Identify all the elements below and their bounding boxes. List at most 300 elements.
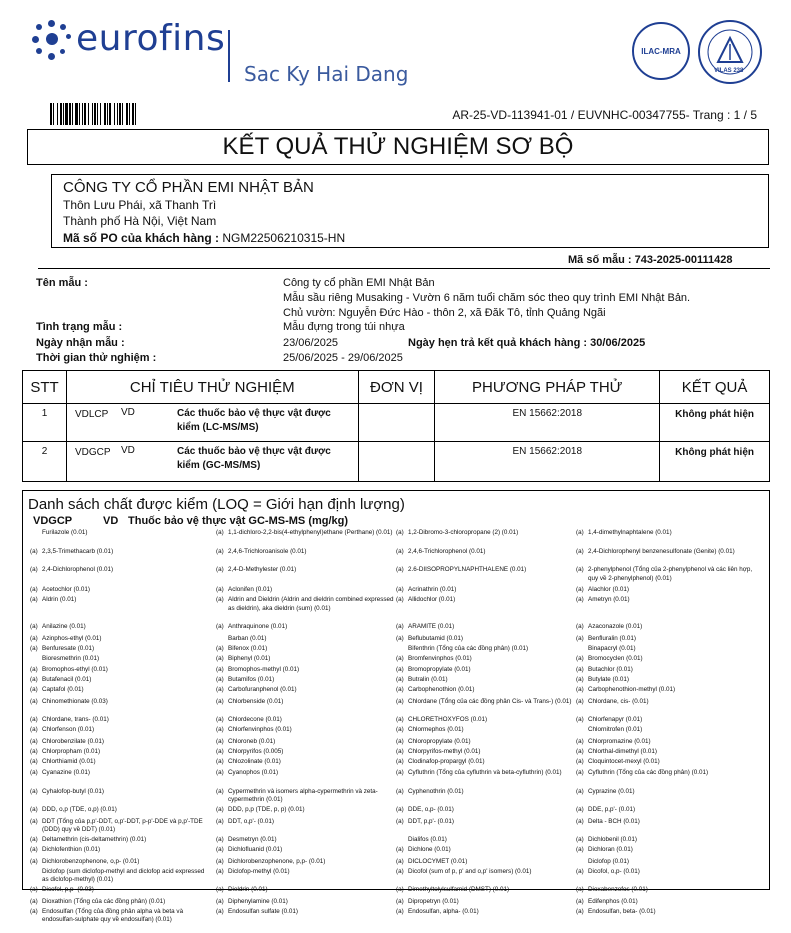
accreditation-mark: (a) — [576, 769, 584, 778]
accreditation-mark: (a) — [30, 836, 38, 845]
accreditation-mark: (a) — [396, 596, 404, 605]
compound-row — [30, 758, 770, 767]
compound-name: 2,3,5-Trimethacarb (0.01) — [42, 548, 210, 557]
accreditation-mark: (a) — [30, 586, 38, 595]
accreditation-mark: (a) — [216, 726, 224, 735]
compound-name: Chloroneb (0.01) — [228, 738, 396, 747]
compound-row — [30, 635, 770, 644]
accreditation-mark: (a) — [396, 676, 404, 685]
accreditation-mark: (a) — [216, 908, 224, 917]
compound-name: DDT, p,p'- (0.01) — [408, 818, 576, 827]
accreditation-mark: (a) — [576, 788, 584, 797]
compound-name: Allidochlor (0.01) — [408, 596, 576, 605]
compound-name: Clodinafop-propargyl (0.01) — [408, 758, 576, 767]
compound-name: 1,1-dichloro-2,2-bis(4-ethylphenyl)ethane (Perthane) (0.01) — [228, 529, 396, 538]
compound-name: 2,4,6-Trichloroanisole (0.01) — [228, 548, 396, 557]
compound-name: 2,4-Dichlorophenyl benzenesulfonate (Genite) (0.01) — [588, 548, 756, 557]
table-header-row — [23, 371, 770, 404]
compound-name: Bifenox (0.01) — [228, 645, 396, 654]
compound-name: Butachlor (0.01) — [588, 666, 756, 675]
accreditation-mark: (a) — [30, 748, 38, 757]
row-code: VDLCP — [75, 409, 108, 420]
accreditation-mark: (a) — [216, 645, 224, 654]
compound-name: Cyfluthrin (Tổng của các đồng phân) (0.01) — [588, 769, 756, 778]
accreditation-mark: (a) — [216, 748, 224, 757]
accreditation-mark: (a) — [396, 655, 404, 664]
accreditation-mark: (a) — [216, 806, 224, 815]
compound-name: DDT (Tổng của p,p'-DDT, o,p'-DDT, p-p'-DDE và p,p'-TDE (DDD) quy về DDT) (0.01) — [42, 818, 210, 835]
compound-name: Delta - BCH (0.01) — [588, 818, 756, 827]
accreditation-mark: (a) — [30, 818, 38, 827]
accreditation-mark: (a) — [396, 666, 404, 675]
sample-condition: Mẫu đựng trong túi nhựa — [283, 321, 405, 333]
compound-name: Dichlofenthion (0.01) — [42, 846, 210, 855]
compound-name: Diphenylamine (0.01) — [228, 898, 396, 907]
accreditation-mark: (a) — [396, 868, 404, 877]
compound-name: Chlordane, cis- (0.01) — [588, 698, 756, 707]
ilac-mra-label: ILAC-MRA — [641, 47, 681, 56]
compound-name: Chlorobenzilate (0.01) — [42, 738, 210, 747]
compound-name: Azinphos-ethyl (0.01) — [42, 635, 210, 644]
accreditation-mark: (a) — [30, 858, 38, 867]
accreditation-mark: (a) — [216, 596, 224, 605]
compound-name: Chlorpropham (0.01) — [42, 748, 210, 757]
compound-name: DICLOCYMET (0.01) — [408, 858, 576, 867]
compound-row — [30, 716, 770, 725]
row-method: EN 15662:2018 — [435, 442, 660, 482]
accreditation-mark: (a) — [30, 769, 38, 778]
compound-name: Endosulfan, alpha- (0.01) — [408, 908, 576, 917]
sample-name-2: Mẫu sầu riêng Musaking - Vườn 6 năm tuổi chăm sóc theo quy trình EMI Nhật Bản. — [283, 292, 690, 304]
accreditation-mark: (a) — [396, 623, 404, 632]
compound-name: Cyhalofop-butyl (0.01) — [42, 788, 210, 797]
client-address-1: Thôn Lưu Phái, xã Thanh Trì — [63, 198, 216, 212]
compound-name: Cypermethrin và isomers alpha-cypermethrin và zeta-cypermethrin (0.01) — [228, 788, 396, 805]
accreditation-mark: (a) — [30, 698, 38, 707]
accreditation-mark: (a) — [216, 716, 224, 725]
accreditation-mark: (a) — [576, 738, 584, 747]
compound-name: 1,4-dimethylnaphtalene (0.01) — [588, 529, 756, 538]
accreditation-mark: (a) — [576, 698, 584, 707]
compound-row — [30, 698, 770, 715]
compound-name: DDD, p,p (TDE, p, p) (0.01) — [228, 806, 396, 815]
brand-name: eurofins — [76, 18, 225, 59]
accreditation-mark: (a) — [216, 529, 224, 538]
compound-row — [30, 748, 770, 757]
accreditation-mark: (a) — [396, 898, 404, 907]
accreditation-mark: (a) — [396, 769, 404, 778]
row-description: Các thuốc bảo vệ thực vật được kiểm (GC-MS/MS) — [177, 445, 347, 473]
vilas-code: VILAS 238 — [714, 68, 743, 74]
ilac-mra-seal — [632, 22, 690, 80]
compound-row — [30, 623, 770, 632]
row-unit — [358, 442, 435, 482]
client-address-2: Thành phố Hà Nội, Việt Nam — [63, 214, 216, 228]
compound-name: Butafenacil (0.01) — [42, 676, 210, 685]
compound-name: Chlorthiamid (0.01) — [42, 758, 210, 767]
accreditation-mark: (a) — [396, 586, 404, 595]
compound-row — [30, 818, 770, 835]
col-stt: STT — [23, 371, 67, 404]
accreditation-mark: (a) — [396, 788, 404, 797]
compound-name: Dichlorobenzophenone, o,p- (0.01) — [42, 858, 210, 867]
client-box — [51, 174, 769, 248]
accreditation-mark: (a) — [576, 898, 584, 907]
compound-name: Chlordane (Tổng của các đồng phân Cis- và Trans-) (0.01) — [408, 698, 576, 707]
compound-name: 2,4-Dichlorophenol (0.01) — [42, 566, 210, 575]
compound-name: Diclofop (sum diclofop-methyl and diclofop acid expressed as diclofop-methyl) (0.01) — [42, 868, 210, 885]
compound-row — [30, 726, 770, 735]
accreditation-mark: (a) — [576, 886, 584, 895]
compound-name: Barban (0.01) — [228, 635, 396, 644]
accreditation-mark: (a) — [396, 806, 404, 815]
accreditation-mark: (a) — [396, 529, 404, 538]
compound-name: Benfluralin (0.01) — [588, 635, 756, 644]
accreditation-mark: (a) — [30, 548, 38, 557]
compound-name: Chlorbenside (0.01) — [228, 698, 396, 707]
compound-name: Cyanazine (0.01) — [42, 769, 210, 778]
sample-code-rule — [38, 268, 770, 269]
sample-name-3: Chủ vườn: Nguyễn Đức Hào - thôn 2, xã Đăk Tô, tỉnh Quảng Ngãi — [283, 307, 606, 319]
po-number: NGM22506210315-HN — [222, 231, 345, 245]
compound-name: Butylate (0.01) — [588, 676, 756, 685]
accreditation-mark: (a) — [396, 748, 404, 757]
compound-name: Desmetryn (0.01) — [228, 836, 396, 845]
compound-name: Aclonifen (0.01) — [228, 586, 396, 595]
compound-row — [30, 596, 770, 622]
compound-name: Bromocyclen (0.01) — [588, 655, 756, 664]
compound-name: Butamifos (0.01) — [228, 676, 396, 685]
col-parameter: CHỈ TIÊU THỬ NGHIỆM — [66, 371, 358, 404]
compound-row — [30, 898, 770, 907]
compound-row — [30, 529, 770, 546]
compound-row — [30, 686, 770, 695]
accreditation-mark: (a) — [396, 818, 404, 827]
compound-row — [30, 676, 770, 685]
compound-name: Bioresmethrin (0.01) — [42, 655, 210, 664]
compound-name: 2,4-D-Methylester (0.01) — [228, 566, 396, 575]
compound-name: Butralin (0.01) — [408, 676, 576, 685]
compound-name: Chlordecone (0.01) — [228, 716, 396, 725]
accreditation-mark: (a) — [576, 635, 584, 644]
compound-name: ARAMITE (0.01) — [408, 623, 576, 632]
compound-name: Cyprazine (0.01) — [588, 788, 756, 797]
compound-name: Acetochlor (0.01) — [42, 586, 210, 595]
compound-row — [30, 908, 770, 933]
compound-name: Chlordane, trans- (0.01) — [42, 716, 210, 725]
test-period: 25/06/2025 - 29/06/2025 — [283, 352, 403, 364]
compound-name: Bromopropylate (0.01) — [408, 666, 576, 675]
compound-name: Dioxabenzofos (0.01) — [588, 886, 756, 895]
row-description: Các thuốc bảo vệ thực vật được kiểm (LC-MS/MS) — [177, 407, 347, 435]
compound-name: Carbophenothion (0.01) — [408, 686, 576, 695]
compound-name: Chinomethionate (0.03) — [42, 698, 210, 707]
compound-name: 2.6-DIISOPROPYLNAPHTHALENE (0.01) — [408, 566, 576, 575]
accreditation-mark: (a) — [216, 846, 224, 855]
sample-code: Mã số mẫu : 743-2025-00111428 — [568, 254, 733, 266]
accreditation-mark: (a) — [216, 788, 224, 797]
compound-name: Dicofol, p,p- (0.03) — [42, 886, 210, 895]
accreditation-mark: (a) — [396, 886, 404, 895]
compound-name: Chlormephos (0.01) — [408, 726, 576, 735]
compound-name: DDE, o,p- (0.01) — [408, 806, 576, 815]
row-vd: VD — [121, 407, 135, 418]
compound-name: Dialifos (0.01) — [408, 836, 576, 845]
accreditation-mark: (a) — [216, 698, 224, 707]
compound-name: Chlorfenvinphos (0.01) — [228, 726, 396, 735]
compound-name: Dichlorobenzophenone, p,p- (0.01) — [228, 858, 396, 867]
row-stt: 2 — [23, 442, 67, 482]
compound-name: Bromophos-ethyl (0.01) — [42, 666, 210, 675]
compound-name: Edifenphos (0.01) — [588, 898, 756, 907]
compound-row — [30, 655, 770, 664]
vilas-seal — [698, 20, 762, 84]
table-row — [23, 442, 770, 482]
accreditation-mark: (a) — [576, 686, 584, 695]
accreditation-mark: (a) — [30, 645, 38, 654]
compound-row — [30, 645, 770, 654]
accreditation-mark: (a) — [576, 566, 584, 575]
compound-name: 2,4,6-Trichlorophenol (0.01) — [408, 548, 576, 557]
accreditation-mark: (a) — [576, 846, 584, 855]
compound-name: Dichlofluanid (0.01) — [228, 846, 396, 855]
compound-name: Endosulfan, beta- (0.01) — [588, 908, 756, 917]
accreditation-mark: (a) — [576, 758, 584, 767]
accreditation-mark: (a) — [30, 908, 38, 917]
accreditation-mark: (a) — [396, 846, 404, 855]
compound-name: DDE, p,p'- (0.01) — [588, 806, 756, 815]
accreditation-mark: (a) — [396, 726, 404, 735]
compound-name: Bromophos-methyl (0.01) — [228, 666, 396, 675]
accreditation-mark: (a) — [576, 655, 584, 664]
compound-row — [30, 586, 770, 595]
accreditation-mark: (a) — [216, 623, 224, 632]
sample-name-1: Công ty cổ phần EMI Nhật Bản — [283, 277, 435, 289]
compound-row — [30, 769, 770, 786]
compound-name: Dicofol (sum of p, p' and o,p' isomers) (0.01) — [408, 868, 576, 877]
compound-row — [30, 548, 770, 565]
compound-name: Chlorfenapyr (0.01) — [588, 716, 756, 725]
accreditation-mark: (a) — [216, 666, 224, 675]
accreditation-mark: (a) — [216, 769, 224, 778]
compound-name: Anilazine (0.01) — [42, 623, 210, 632]
compound-row — [30, 886, 770, 895]
compound-name: Dimethyltolylsulfamid (DMST) (0.01) — [408, 886, 576, 895]
compound-name: Anthraquinone (0.01) — [228, 623, 396, 632]
compound-name: Chlorfenson (0.01) — [42, 726, 210, 735]
compound-name: Aldrin (0.01) — [42, 596, 210, 605]
accreditation-mark: (a) — [576, 716, 584, 725]
compound-row — [30, 788, 770, 805]
accreditation-mark: (a) — [216, 566, 224, 575]
table-row — [23, 404, 770, 442]
test-period-label: Thời gian thử nghiệm : — [36, 352, 156, 364]
barcode-bar — [136, 103, 139, 125]
compound-name: Aldrin and Dieldrin (Aldrin and dieldrin combined expressed as dieldrin), aka dieldrin (sum) (0.01) — [228, 596, 396, 613]
report-title: KẾT QUẢ THỬ NGHIỆM SƠ BỘ — [27, 129, 769, 165]
accreditation-mark: (a) — [576, 586, 584, 595]
compound-name: Carbophenothion-methyl (0.01) — [588, 686, 756, 695]
compound-row — [30, 868, 770, 885]
compound-name: Diclofop (0.01) — [588, 858, 756, 867]
accreditation-mark: (a) — [396, 548, 404, 557]
accreditation-mark: (a) — [30, 806, 38, 815]
compound-row — [30, 846, 770, 855]
received-date-label: Ngày nhận mẫu : — [36, 337, 125, 349]
compound-name: Dipropetryn (0.01) — [408, 898, 576, 907]
accreditation-mark: (a) — [30, 788, 38, 797]
compound-name: 2-phenylphenol (Tổng của 2-phenylphenol và các liên hợp, quy về 2-phenylphenol) (0.01) — [588, 566, 756, 583]
compound-name: Endosulfan sulfate (0.01) — [228, 908, 396, 917]
compound-name: Chlorthal-dimethyl (0.01) — [588, 748, 756, 757]
compound-name: Alachlor (0.01) — [588, 586, 756, 595]
compound-name: Benfuresate (0.01) — [42, 645, 210, 654]
accreditation-mark: (a) — [576, 868, 584, 877]
accreditation-mark: (a) — [30, 716, 38, 725]
accreditation-mark: (a) — [576, 623, 584, 632]
row-stt: 1 — [23, 404, 67, 442]
accreditation-mark: (a) — [30, 666, 38, 675]
received-date: 23/06/2025 — [283, 337, 338, 349]
list-vd: VD — [103, 515, 118, 527]
col-method: PHƯƠNG PHÁP THỬ — [435, 371, 660, 404]
accreditation-mark: (a) — [576, 676, 584, 685]
accreditation-mark: (a) — [216, 686, 224, 695]
accreditation-mark: (a) — [396, 758, 404, 767]
accreditation-mark: (a) — [216, 818, 224, 827]
col-result: KẾT QUẢ — [660, 371, 770, 404]
accreditation-mark: (a) — [30, 686, 38, 695]
accreditation-mark: (a) — [396, 635, 404, 644]
row-result: Không phát hiện — [660, 404, 770, 442]
row-result: Không phát hiện — [660, 442, 770, 482]
accreditation-mark: (a) — [216, 858, 224, 867]
compound-name: Binapacryl (0.01) — [588, 645, 756, 654]
accreditation-mark: (a) — [216, 586, 224, 595]
compound-name: Carbofuranphenol (0.01) — [228, 686, 396, 695]
row-unit — [358, 404, 435, 442]
compound-name: Bromfenvinphos (0.01) — [408, 655, 576, 664]
eurofins-logo — [30, 18, 74, 62]
compound-name: Acrinathrin (0.01) — [408, 586, 576, 595]
compound-grid — [30, 529, 770, 879]
compound-name: Diclofop-methyl (0.01) — [228, 868, 396, 877]
compound-name: Chlorpyrifos (0.005) — [228, 748, 396, 757]
compound-row — [30, 858, 770, 867]
accreditation-mark: (a) — [576, 748, 584, 757]
compound-row — [30, 566, 770, 583]
compound-name: Ametryn (0.01) — [588, 596, 756, 605]
accreditation-mark: (a) — [30, 635, 38, 644]
compound-name: Dioxathion (Tổng của các đồng phân) (0.01) — [42, 898, 210, 907]
accreditation-mark: (a) — [30, 676, 38, 685]
accreditation-mark: (a) — [30, 738, 38, 747]
accreditation-mark: (a) — [396, 716, 404, 725]
accreditation-mark: (a) — [396, 738, 404, 747]
compound-name: Dichlone (0.01) — [408, 846, 576, 855]
compound-name: Biphenyl (0.01) — [228, 655, 396, 664]
accreditation-mark: (a) — [216, 676, 224, 685]
compound-row — [30, 806, 770, 815]
accreditation-mark: (a) — [30, 623, 38, 632]
results-table — [22, 370, 770, 482]
barcode — [50, 103, 212, 125]
row-method: EN 15662:2018 — [435, 404, 660, 442]
compound-name: Beflubutamid (0.01) — [408, 635, 576, 644]
accreditation-mark: (a) — [576, 818, 584, 827]
client-name: CÔNG TY CỔ PHẦN EMI NHẬT BẢN — [63, 179, 314, 196]
compound-name: Endosulfan (Tổng của đồng phân alpha và beta và endosulfan-sulphate quy về endosulfan) (0.01) — [42, 908, 210, 925]
accreditation-mark: (a) — [576, 806, 584, 815]
row-code: VDGCP — [75, 447, 111, 458]
due-date: Ngày hẹn trả kết quả khách hàng : 30/06/2025 — [408, 337, 645, 349]
compound-name: Chlozolinate (0.01) — [228, 758, 396, 767]
document-reference: AR-25-VD-113941-01 / EUVNHC-00347755- Trang : 1 / 5 — [452, 108, 757, 122]
compound-name: Chlornitrofen (0.01) — [588, 726, 756, 735]
accreditation-mark: (a) — [216, 738, 224, 747]
row-vd: VD — [121, 445, 135, 456]
compound-list-title: Danh sách chất được kiểm (LOQ = Giới hạn định lượng) — [28, 496, 405, 513]
compound-row — [30, 738, 770, 747]
po-label: Mã số PO của khách hàng : — [63, 231, 219, 245]
compound-name: Cyfluthrin (Tổng của cyfluthrin và beta-cyfluthrin) (0.01) — [408, 769, 576, 778]
sample-condition-label: Tình trạng mẫu : — [36, 321, 122, 333]
accreditation-mark: (a) — [30, 758, 38, 767]
compound-row — [30, 836, 770, 845]
list-subtitle: Thuốc bảo vệ thực vật GC-MS-MS (mg/kg) — [128, 515, 348, 527]
accreditation-mark: (a) — [396, 858, 404, 867]
accreditation-mark: (a) — [216, 898, 224, 907]
compound-name: DDT, o,p'- (0.01) — [228, 818, 396, 827]
accreditation-mark: (a) — [576, 836, 584, 845]
accreditation-mark: (a) — [30, 886, 38, 895]
accreditation-mark: (a) — [30, 596, 38, 605]
accreditation-mark: (a) — [216, 758, 224, 767]
lab-name: Sac Ky Hai Dang — [244, 62, 408, 86]
compound-name: Chlorpromazine (0.01) — [588, 738, 756, 747]
accreditation-mark: (a) — [216, 886, 224, 895]
accreditation-mark: (a) — [576, 908, 584, 917]
accreditation-mark: (a) — [396, 566, 404, 575]
list-code: VDGCP — [33, 515, 72, 527]
compound-name: Bifenthrin (Tổng của các đồng phân) (0.01) — [408, 645, 576, 654]
sample-name-label: Tên mẫu : — [36, 277, 88, 289]
compound-name: 1,2-Dibromo-3-chloropropane (2) (0.01) — [408, 529, 576, 538]
accreditation-mark: (a) — [216, 655, 224, 664]
compound-name: Deltamethrin (cis-deltamethrin) (0.01) — [42, 836, 210, 845]
col-unit: ĐƠN VỊ — [358, 371, 435, 404]
compound-name: Dieldrin (0.01) — [228, 886, 396, 895]
accreditation-mark: (a) — [576, 666, 584, 675]
compound-name: Dicofol, o,p- (0.01) — [588, 868, 756, 877]
accreditation-mark: (a) — [30, 846, 38, 855]
compound-name: CHLORETHOXYFOS (0.01) — [408, 716, 576, 725]
compound-name: DDD, o,p (TDE, o,p) (0.01) — [42, 806, 210, 815]
accreditation-mark: (a) — [30, 898, 38, 907]
accreditation-mark: (a) — [396, 686, 404, 695]
accreditation-mark: (a) — [216, 836, 224, 845]
compound-name: Furilazole (0.01) — [42, 529, 210, 538]
accreditation-mark: (a) — [576, 596, 584, 605]
accreditation-mark: (a) — [576, 548, 584, 557]
compound-row — [30, 666, 770, 675]
accreditation-mark: (a) — [396, 698, 404, 707]
accreditation-mark: (a) — [30, 726, 38, 735]
accreditation-mark: (a) — [30, 566, 38, 575]
compound-name: Captafol (0.01) — [42, 686, 210, 695]
header-divider — [228, 30, 230, 82]
compound-name: Cyphenothrin (0.01) — [408, 788, 576, 797]
